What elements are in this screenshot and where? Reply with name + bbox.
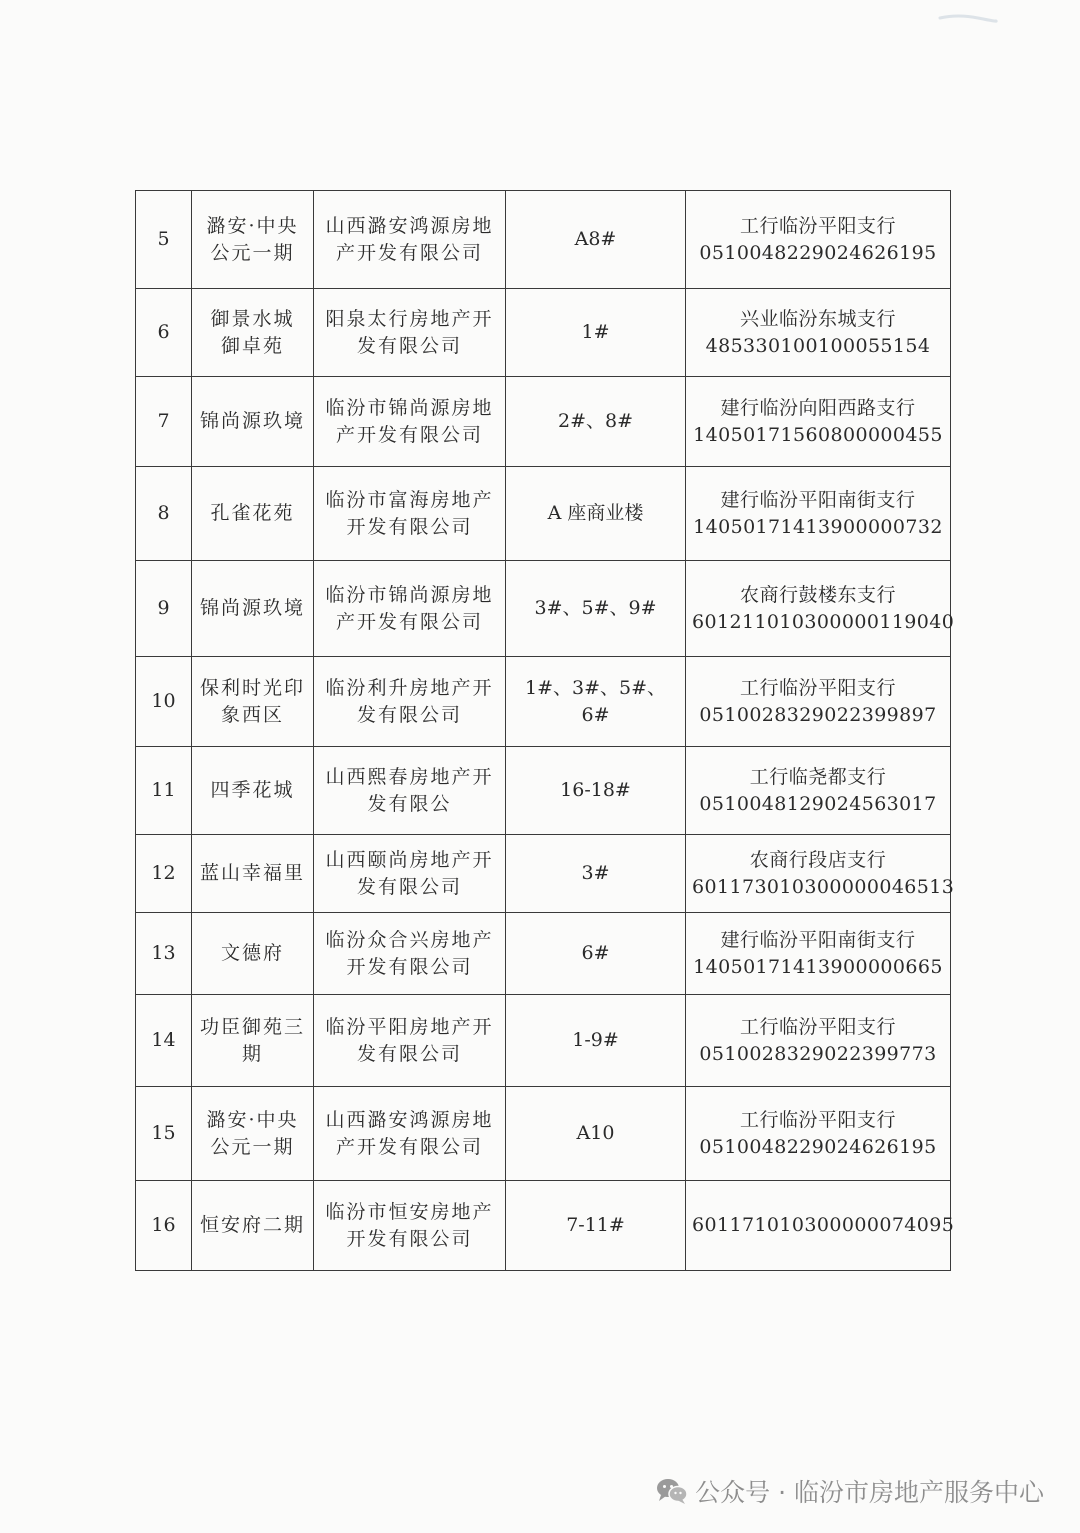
row-number: 8 bbox=[157, 502, 170, 524]
row-number: 14 bbox=[151, 1029, 176, 1051]
project-name-line: 锦尚源玖境 bbox=[199, 410, 305, 432]
project-name-line: 期 bbox=[241, 1042, 263, 1065]
buildings-text: 3#、5#、9# bbox=[534, 597, 657, 619]
developer-cell bbox=[314, 377, 506, 467]
account-number: 601211010300000119040 bbox=[692, 610, 955, 633]
buildings-text: 1# bbox=[581, 321, 610, 343]
project-name-line: 恒安府二期 bbox=[199, 1214, 305, 1236]
buildings-cell bbox=[506, 289, 686, 377]
bank-name: 工行临尧都支行 bbox=[749, 765, 887, 788]
project-name-line: 锦尚源玖境 bbox=[199, 597, 305, 619]
table-row bbox=[136, 1087, 951, 1181]
row-number-cell bbox=[136, 191, 192, 289]
bank-name: 农商行鼓楼东支行 bbox=[739, 583, 896, 606]
table-body bbox=[136, 191, 955, 1271]
bank-account-cell bbox=[686, 191, 951, 289]
account-number: 14050171560800000455 bbox=[693, 423, 943, 446]
row-number-cell bbox=[136, 1181, 192, 1271]
buildings-text: 16-18# bbox=[560, 779, 631, 801]
account-number: 0510048229024626195 bbox=[699, 241, 937, 264]
bank-name: 工行临汾平阳支行 bbox=[739, 676, 896, 699]
developer-name-line: 阳泉太行房地产开 bbox=[325, 307, 494, 330]
row-number: 10 bbox=[151, 690, 176, 712]
project-name-line: 孔雀花苑 bbox=[210, 502, 295, 524]
project-name-line: 潞安·中央 bbox=[206, 214, 299, 237]
account-number: 0510048229024626195 bbox=[699, 1135, 937, 1158]
row-number: 9 bbox=[157, 597, 170, 619]
account-number: 0510028329022399897 bbox=[699, 703, 937, 726]
account-number: 0510048129024563017 bbox=[699, 792, 937, 815]
row-number-cell bbox=[136, 467, 192, 561]
row-number: 6 bbox=[157, 321, 170, 343]
account-number: 485330100100055154 bbox=[705, 334, 931, 357]
buildings-text: 1-9# bbox=[572, 1029, 619, 1051]
developer-name-line: 发有限公司 bbox=[356, 1042, 462, 1065]
row-number-cell bbox=[136, 289, 192, 377]
project-name-cell bbox=[192, 1181, 314, 1271]
buildings-text: 7-11# bbox=[566, 1214, 625, 1236]
row-number-cell bbox=[136, 995, 192, 1087]
scan-artifact-mark bbox=[938, 12, 998, 26]
table-row bbox=[136, 377, 951, 467]
project-account-table bbox=[135, 190, 955, 1271]
table-row bbox=[136, 747, 951, 835]
developer-name-line: 临汾众合兴房地产 bbox=[325, 928, 494, 951]
developer-cell bbox=[314, 191, 506, 289]
bank-name: 建行临汾平阳南街支行 bbox=[720, 928, 916, 951]
table-row bbox=[136, 467, 951, 561]
buildings-cell bbox=[506, 1087, 686, 1181]
project-name-line: 文德府 bbox=[220, 942, 284, 964]
project-name-line: 蓝山幸福里 bbox=[199, 862, 305, 884]
developer-cell bbox=[314, 1181, 506, 1271]
table-row bbox=[136, 913, 951, 995]
buildings-cell bbox=[506, 657, 686, 747]
developer-name-line: 临汾利升房地产开 bbox=[325, 676, 494, 699]
developer-name-line: 山西熙春房地产开 bbox=[325, 765, 494, 788]
buildings-cell bbox=[506, 913, 686, 995]
project-name-cell bbox=[192, 289, 314, 377]
developer-name-line: 发有限公司 bbox=[356, 334, 462, 357]
project-name-line: 御卓苑 bbox=[220, 334, 284, 357]
developer-name-line: 临汾市锦尚源房地 bbox=[325, 396, 494, 419]
row-number-cell bbox=[136, 561, 192, 657]
buildings-cell bbox=[506, 467, 686, 561]
row-number: 16 bbox=[151, 1214, 176, 1236]
bank-name: 工行临汾平阳支行 bbox=[739, 214, 896, 237]
table-row bbox=[136, 1181, 951, 1271]
wechat-watermark bbox=[655, 1471, 1044, 1511]
buildings-text: 1#、3#、5#、6# bbox=[524, 676, 667, 726]
buildings-cell bbox=[506, 995, 686, 1087]
account-number: 601171010300000074095 bbox=[692, 1214, 955, 1236]
bank-account-cell bbox=[686, 995, 951, 1087]
bank-account-cell bbox=[686, 657, 951, 747]
developer-name-line: 开发有限公司 bbox=[346, 515, 473, 538]
bank-account-cell bbox=[686, 913, 951, 995]
bank-name: 建行临汾向阳西路支行 bbox=[720, 396, 916, 419]
buildings-text: 3# bbox=[581, 862, 610, 884]
developer-name-line: 山西颐尚房地产开 bbox=[325, 848, 494, 871]
row-number-cell bbox=[136, 747, 192, 835]
buildings-cell bbox=[506, 747, 686, 835]
bank-account-cell bbox=[686, 1087, 951, 1181]
project-name-line: 公元一期 bbox=[210, 241, 295, 264]
bank-account-cell bbox=[686, 561, 955, 657]
table-row bbox=[136, 995, 951, 1087]
project-name-cell bbox=[192, 377, 314, 467]
account-number: 14050171413900000665 bbox=[693, 955, 943, 978]
account-number: 14050171413900000732 bbox=[693, 515, 943, 538]
developer-name-line: 产开发有限公司 bbox=[335, 423, 483, 446]
row-number: 15 bbox=[151, 1122, 176, 1144]
buildings-text: 2#、8# bbox=[557, 410, 634, 432]
bank-account-cell bbox=[686, 835, 955, 913]
table-row bbox=[136, 835, 951, 913]
table-row bbox=[136, 289, 951, 377]
project-name-cell bbox=[192, 747, 314, 835]
project-name-cell bbox=[192, 191, 314, 289]
table-row bbox=[136, 191, 951, 289]
buildings-text: 6# bbox=[581, 942, 610, 964]
buildings-text: A 座商业楼 bbox=[547, 502, 644, 524]
project-name-cell bbox=[192, 561, 314, 657]
developer-name-line: 发有限公 bbox=[367, 792, 452, 815]
project-name-line: 保利时光印 bbox=[199, 676, 305, 699]
developer-name-line: 产开发有限公司 bbox=[335, 1135, 483, 1158]
buildings-cell bbox=[506, 1181, 686, 1271]
project-name-cell bbox=[192, 913, 314, 995]
buildings-text: A8# bbox=[574, 228, 617, 250]
developer-name-line: 山西潞安鸿源房地 bbox=[325, 214, 494, 237]
developer-name-line: 临汾市锦尚源房地 bbox=[325, 583, 494, 606]
developer-name-line: 发有限公司 bbox=[356, 703, 462, 726]
row-number: 5 bbox=[157, 228, 170, 250]
project-name-cell bbox=[192, 1087, 314, 1181]
developer-name-line: 发有限公司 bbox=[356, 875, 462, 898]
project-name-line: 象西区 bbox=[220, 703, 284, 726]
watermark-text: 公众号 · 临汾市房地产服务中心 bbox=[695, 1478, 1044, 1507]
row-number-cell bbox=[136, 657, 192, 747]
buildings-cell bbox=[506, 377, 686, 467]
developer-name-line: 开发有限公司 bbox=[346, 955, 473, 978]
developer-name-line: 产开发有限公司 bbox=[335, 610, 483, 633]
bank-account-cell bbox=[686, 467, 951, 561]
bank-account-cell bbox=[686, 1181, 955, 1271]
developer-cell bbox=[314, 747, 506, 835]
wechat-logo-icon bbox=[655, 1476, 689, 1506]
account-number: 0510028329022399773 bbox=[699, 1042, 937, 1065]
row-number: 13 bbox=[151, 942, 176, 964]
row-number-cell bbox=[136, 1087, 192, 1181]
developer-cell bbox=[314, 995, 506, 1087]
buildings-cell bbox=[506, 561, 686, 657]
developer-name-line: 产开发有限公司 bbox=[335, 241, 483, 264]
table-row bbox=[136, 657, 951, 747]
project-name-cell bbox=[192, 657, 314, 747]
developer-name-line: 临汾市恒安房地产 bbox=[325, 1200, 494, 1223]
buildings-cell bbox=[506, 191, 686, 289]
row-number: 7 bbox=[157, 410, 170, 432]
bank-name: 工行临汾平阳支行 bbox=[739, 1108, 896, 1131]
project-name-cell bbox=[192, 995, 314, 1087]
account-number: 601173010300000046513 bbox=[692, 875, 955, 898]
bank-account-cell bbox=[686, 289, 951, 377]
project-name-line: 四季花城 bbox=[210, 779, 295, 801]
developer-cell bbox=[314, 289, 506, 377]
project-name-cell bbox=[192, 467, 314, 561]
developer-cell bbox=[314, 1087, 506, 1181]
row-number-cell bbox=[136, 913, 192, 995]
row-number: 11 bbox=[151, 779, 176, 801]
bank-name: 建行临汾平阳南街支行 bbox=[720, 488, 916, 511]
project-name-cell bbox=[192, 835, 314, 913]
project-name-line: 御景水城 bbox=[210, 307, 295, 330]
developer-cell bbox=[314, 561, 506, 657]
project-name-line: 公元一期 bbox=[210, 1135, 295, 1158]
buildings-cell bbox=[506, 835, 686, 913]
bank-account-cell bbox=[686, 747, 951, 835]
bank-name: 农商行段店支行 bbox=[749, 848, 887, 871]
developer-cell bbox=[314, 835, 506, 913]
buildings-text: A10 bbox=[576, 1122, 615, 1144]
bank-name: 工行临汾平阳支行 bbox=[739, 1015, 896, 1038]
developer-cell bbox=[314, 913, 506, 995]
developer-name-line: 临汾市富海房地产 bbox=[325, 488, 494, 511]
row-number: 12 bbox=[151, 862, 176, 884]
project-name-line: 潞安·中央 bbox=[206, 1108, 299, 1131]
developer-cell bbox=[314, 657, 506, 747]
developer-name-line: 开发有限公司 bbox=[346, 1227, 473, 1250]
developer-name-line: 山西潞安鸿源房地 bbox=[325, 1108, 494, 1131]
bank-name: 兴业临汾东城支行 bbox=[739, 307, 896, 330]
table-row bbox=[136, 561, 951, 657]
row-number-cell bbox=[136, 835, 192, 913]
row-number-cell bbox=[136, 377, 192, 467]
developer-name-line: 临汾平阳房地产开 bbox=[325, 1015, 494, 1038]
developer-cell bbox=[314, 467, 506, 561]
bank-account-cell bbox=[686, 377, 951, 467]
project-name-line: 功臣御苑三 bbox=[199, 1015, 305, 1038]
